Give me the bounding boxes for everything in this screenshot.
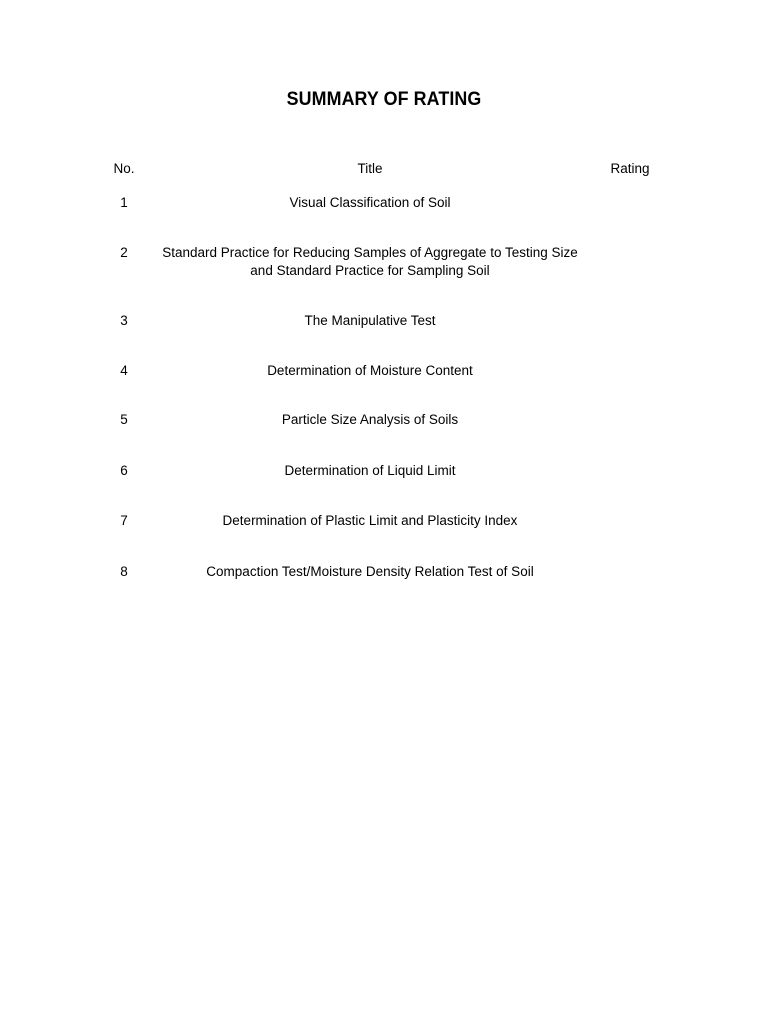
- row-title: [160, 362, 580, 380]
- row-title: [160, 312, 580, 330]
- row-title-line: The Manipulative Test: [304, 313, 436, 328]
- row-title: [160, 244, 580, 280]
- row-title: [160, 563, 580, 581]
- row-title-line: Compaction Test/Moisture Density Relation Test of Soil: [206, 564, 534, 579]
- row-title-line: Visual Classification of Soil: [289, 195, 451, 210]
- row-title: [160, 462, 580, 480]
- row-number: 8: [120, 564, 128, 579]
- row-number: 2: [120, 245, 128, 260]
- row-number: 5: [120, 412, 128, 427]
- header-title: Title: [357, 161, 383, 176]
- row-title-line: Determination of Moisture Content: [267, 363, 473, 378]
- page-title: SUMMARY OF RATING: [286, 89, 482, 110]
- row-title-line: and Standard Practice for Sampling Soil: [250, 263, 490, 278]
- row-number: 6: [120, 463, 128, 478]
- header-no: No.: [113, 161, 135, 176]
- row-title-line: Determination of Liquid Limit: [284, 463, 456, 478]
- row-number: 1: [120, 195, 128, 210]
- row-number: 3: [120, 313, 128, 328]
- row-number: 7: [120, 513, 128, 528]
- row-title-line: Standard Practice for Reducing Samples of Aggregate to Testing Size: [162, 245, 578, 260]
- row-title: [160, 411, 580, 429]
- row-title: [160, 512, 580, 530]
- header-rating: Rating: [610, 161, 650, 176]
- row-number: 4: [120, 363, 128, 378]
- row-title: [160, 194, 580, 212]
- row-title-line: Particle Size Analysis of Soils: [281, 412, 459, 427]
- row-title-line: Determination of Plastic Limit and Plasticity Index: [222, 513, 518, 528]
